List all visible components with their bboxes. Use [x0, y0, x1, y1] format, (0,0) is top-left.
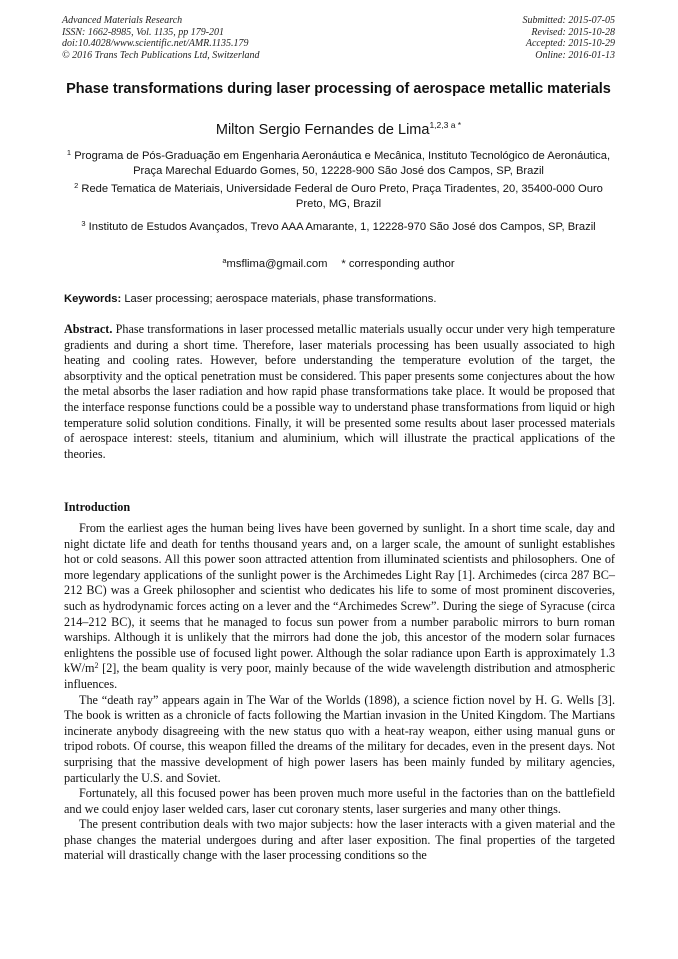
journal-copyright: © 2016 Trans Tech Publications Ltd, Switzerland: [62, 49, 260, 61]
keywords-text: Laser processing; aerospace materials, phase transformations.: [124, 293, 437, 305]
author-affiliation-marks: 1,2,3 a *: [429, 120, 462, 130]
paragraph-3: Fortunately, all this focused power has been proven much more useful in the factories than on the battlefield and we could enjoy laser welded cars, laser cut coronary stents, laser surgeries and many other things.: [64, 786, 615, 816]
affiliation-text: Instituto de Estudos Avançados, Trevo AAA Amarante, 1, 12228-970 São José dos Campos, SP, Brazil: [88, 221, 596, 233]
journal-header-right: [523, 15, 616, 61]
introduction-body: [64, 521, 615, 864]
affiliation-number: 1: [66, 148, 72, 157]
affiliation-1: [62, 149, 615, 179]
journal-name: Advanced Materials Research: [62, 15, 183, 26]
affiliation-number: 3: [81, 219, 86, 228]
author-name: Milton Sergio Fernandes de Lima: [215, 122, 430, 138]
email-mark: a: [222, 256, 227, 265]
abstract-text: Phase transformations in laser processed metallic materials usually occur under very high temperature gradients and during a short time. Therefore, laser materials processing has been usually associated to high heating and cooling rates. However, before understanding the temperature evolution of the target, the absorptivity and the optical penetration must be considered. This paper presents some conjectures about the how the metal absorbs the laser radiation and how rapid phase transformations take place. It would be proposed that the interface response functions could be a possible way to understand phase transformations from liquid or high temperature solid solution conditions. Finally, it will be presented some results about laser processed materials of aerospace interest: steels, titanium and aluminium, which will illustrate the practical applications of the theories.: [64, 322, 616, 461]
date-submitted: Submitted: 2015-07-05: [522, 15, 615, 26]
abstract-label: Abstract.: [64, 322, 113, 336]
corresponding-note: * corresponding author: [341, 258, 455, 270]
paragraph-1: [64, 521, 615, 693]
affiliation-text: Programa de Pós-Graduação em Engenharia Aeronáutica e Mecânica, Instituto Tecnológico de Aeronáutica, Praça Marechal Eduardo Gomes, 50, 12228-900 São José dos Campos, SP, Brazil: [74, 150, 611, 177]
contact-line: [62, 257, 615, 272]
paragraph-1-tail: [2], the beam quality is very poor, mainly because of the wide wavelength distribution and atmospheric influences.: [64, 661, 615, 691]
section-heading-introduction: Introduction: [64, 500, 131, 514]
paper-title: Phase transformations during laser processing of aerospace metallic materials: [66, 81, 611, 97]
date-accepted: Accepted: 2015-10-29: [525, 38, 615, 49]
paragraph-1-text: From the earliest ages the human being lives have been governed by sunlight. In a short time scale, day and night dictate life and death for tenths thousand years and, on a larger scale, the amount of sunlight establishes hot or cold seasons. All this power soon attracted attention from illuminated scientists and philosophers. One of more legendary applications of the sunlight power is the Archimedes Light Ray [1]. Archimedes (circa 287 BC–212 BC) was a Greek philosopher and scientist who dedicates his life to some of most prominent discoveries, such as hydrodynamic forces acting on a lever and the “Archimedes Screw”. During the siege of Syracuse (circa 214–212 BC), it seems that he managed to focus sun power from a number parabolic mirrors to burn roman warships. Although it is unlikely that the mirrors had done the job, this ancestor of the modern solar furnaces enlightens the possible use of focused light power. Although the solar radiance upon Earth is approximately 1.3 kW/m: [64, 521, 615, 676]
abstract: [64, 322, 615, 462]
keywords-line: [64, 292, 615, 306]
keywords-label: Keywords:: [64, 293, 122, 305]
affiliation-text: Rede Tematica de Materiais, Universidade Federal de Ouro Preto, Praça Tiradentes, 20, 35400-000 Ouro Preto, MG, Brazil: [81, 183, 603, 210]
paragraph-2: The “death ray” appears again in The War of the Worlds (1898), a science fiction novel by H. G. Wells [3]. The book is written as a chronicle of facts following the Martian invasion in the United Kingdom. The Martians incinerate anybody disagreeing with the new status quo with a heat-ray weapon, either using manual guns or tripod robots. Of course, this weapon filled the dreams of the military for decades, even in the present days. Not surprising that the massive development of high power lasers has been mainly funded by military agencies, particularly the U.S. and Soviet.: [64, 692, 615, 785]
date-online: Online: 2016-01-13: [535, 49, 615, 61]
affiliation-2: [62, 182, 615, 212]
date-revised: Revised: 2015-10-28: [531, 26, 615, 38]
author-email[interactable]: msflima@gmail.com: [226, 258, 328, 270]
unit-superscript: 2: [94, 661, 99, 671]
journal-issn: ISSN: 1662-8985, Vol. 1135, pp 179-201: [62, 26, 225, 38]
affiliation-number: 2: [74, 181, 79, 190]
paragraph-4: The present contribution deals with two major subjects: how the laser interacts with a given material and the phase changes the material undergoes during and after laser exposition. The final properties of the targeted material will drastically change with the laser processing conditions so the: [64, 817, 615, 863]
journal-header-left: [62, 15, 260, 61]
journal-doi[interactable]: doi:10.4028/www.scientific.net/AMR.1135.179: [62, 38, 249, 49]
affiliation-3: [62, 220, 615, 235]
author-line: [62, 121, 615, 139]
